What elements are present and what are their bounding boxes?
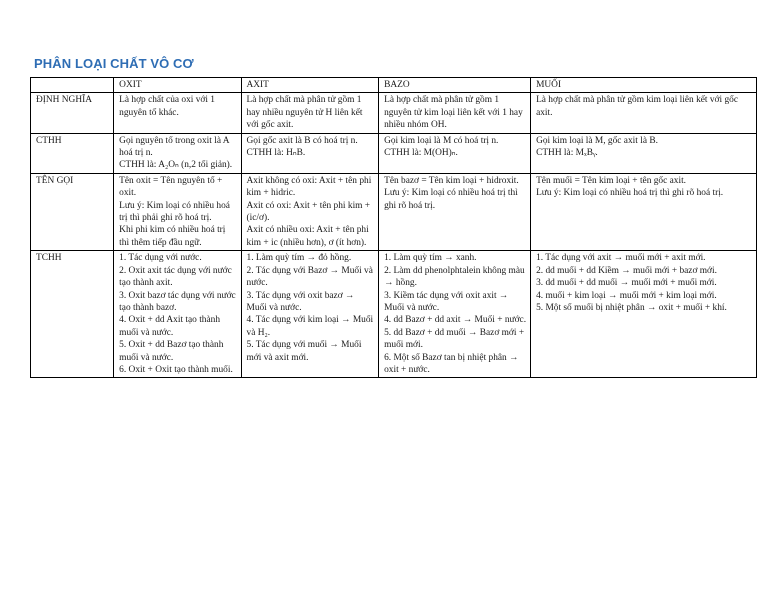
header-cell-empty (31, 78, 114, 93)
table-cell (531, 173, 757, 250)
cell-line: 3. Oxit bazơ tác dụng với nước tạo thành bazơ. (119, 290, 236, 313)
table-row (31, 133, 757, 173)
cell-line: Lưu ý: Kim loại có nhiều hoá trị thì ghi rõ hoá trị. (536, 188, 724, 199)
cell-line: Là hợp chất của oxi với 1 nguyên tố khác. (119, 95, 215, 118)
header-cell-bazo: BAZO (379, 78, 531, 93)
cell-line: Axit có nhiều oxi: Axit + tên phi kim + ic (nhiều hơn), ơ (ít hơn). (246, 225, 369, 248)
cell-line: 2. dd muối + dd Kiềm → muối mới + bazơ mới. (536, 265, 717, 276)
cell-line: 2. Oxit axit tác dụng với nước tạo thành axit. (119, 265, 232, 289)
cell-line: Tên bazơ = Tên kim loại + hidroxit. (384, 175, 519, 186)
cell-line: 3. Tác dụng với oxit bazơ → Muối và nước. (246, 290, 355, 313)
cell-line: 3. Kiềm tác dụng với oxit axit → Muối và nước. (384, 290, 509, 313)
cell-line: 1. Làm quỳ tím → xanh. (384, 253, 477, 264)
table-row (31, 173, 757, 250)
header-cell-muoi: MUỐI (531, 78, 757, 93)
table-cell (531, 133, 757, 173)
cell-line: 1. Tác dụng với nước. (119, 253, 202, 264)
table-cell (531, 251, 757, 378)
cell-line: CTHH là: M(OH)ₙ. (384, 148, 458, 159)
cell-line: 1. Tác dụng với axit → muối mới + axit mới. (536, 253, 706, 264)
table-cell (114, 173, 241, 250)
table-cell (241, 173, 379, 250)
classification-table (30, 77, 757, 378)
cell-line: 6. Oxit + Oxit tạo thành muối. (119, 364, 233, 375)
cell-line: 4. muối + kim loại → muối mới + kim loại mới. (536, 290, 717, 301)
cell-line: Khi phi kim có nhiều hoá trị thì thêm tiếp đầu ngữ. (119, 225, 226, 248)
table-cell (241, 133, 379, 173)
cell-line: 5. Tác dụng với muối → Muối mới và axit mới. (246, 340, 362, 363)
header-cell-axit: AXIT (241, 78, 379, 93)
cell-line: 5. dd Bazơ + dd muối → Bazơ mới + muối mới. (384, 327, 525, 351)
table-cell (114, 133, 241, 173)
table-row (31, 251, 757, 378)
cell-line: Lưu ý: Kim loại có nhiều hoá trị thì ghi rõ hoá trị. (384, 188, 518, 211)
cell-line: Gọi kim loại là M có hoá trị n. (384, 135, 499, 146)
table-cell (114, 251, 241, 378)
table-cell (379, 251, 531, 378)
header-cell-oxit: OXIT (114, 78, 241, 93)
cell-line: Lưu ý: Kim loại có nhiều hoá trị thì phải ghi rõ hoá trị. (119, 200, 230, 224)
cell-line: CTHH là: A₂Oₙ (n,2 tối giản). (119, 160, 233, 171)
cell-line: Là hợp chất mà phân tử gồm 1 hay nhiều nguyên tử H liên kết với gốc axit. (246, 95, 363, 131)
cell-line: 3. dd muối + dd muối → muối mới + muối mới. (536, 278, 717, 289)
row-label: TCHH (31, 251, 114, 378)
cell-line: Gọi nguyên tố trong oxit là A hoá trị n. (119, 135, 230, 159)
row-label: CTHH (31, 133, 114, 173)
cell-line: Gọi kim loại là M, gốc axit là B. (536, 135, 658, 146)
cell-line: Tên muối = Tên kim loại + tên gốc axit. (536, 175, 687, 186)
table-cell (241, 251, 379, 378)
table-row (31, 93, 757, 133)
cell-line: Là hợp chất mà phân tử gồm kim loại liên kết với gốc axit. (536, 95, 738, 118)
table-cell (379, 133, 531, 173)
cell-line: 4. dd Bazơ + dd axit → Muối + nước. (384, 315, 527, 326)
cell-line: 5. Oxit + dd Bazơ tạo thành muối và nước. (119, 340, 224, 363)
cell-line: Axit không có oxi: Axit + tên phi kim + hidric. (246, 175, 372, 199)
cell-line: 6. Một số Bazơ tan bị nhiệt phân → oxit + nước. (384, 352, 519, 375)
cell-line: 2. Làm dd phenolphtalein không màu → hồng. (384, 265, 525, 289)
page-title: PHÂN LOẠI CHẤT VÔ CƠ (34, 56, 194, 71)
cell-line: Axit có oxi: Axit + tên phi kim + (ic/ơ). (246, 200, 371, 224)
cell-line: Là hợp chất mà phân tử gồm 1 nguyên tử kim loại liên kết với 1 hay nhiều nhóm OH. (384, 95, 523, 131)
cell-line: Tên oxit = Tên nguyên tố + oxit. (119, 175, 223, 199)
cell-line: 1. Làm quỳ tím → đỏ hồng. (246, 253, 352, 264)
cell-line: 2. Tác dụng với Bazơ → Muối và nước. (246, 265, 373, 289)
cell-line: 4. Oxit + dd Axit tạo thành muối và nước. (119, 315, 221, 338)
table-cell (241, 93, 379, 133)
table-cell (379, 93, 531, 133)
table-cell (114, 93, 241, 133)
table-cell (379, 173, 531, 250)
table-header-row (31, 78, 757, 93)
row-label: ĐỊNH NGHĨA (31, 93, 114, 133)
cell-line: 4. Tác dụng với kim loại → Muối và H₂. (246, 315, 374, 338)
cell-line: 5. Một số muối bị nhiệt phân → oxit + muối + khí. (536, 302, 727, 313)
cell-line: CTHH là: MₓBᵧ. (536, 148, 598, 159)
cell-line: CTHH là: HₙB. (246, 148, 306, 159)
table-cell (531, 93, 757, 133)
cell-line: Gọi gốc axit là B có hoá trị n. (246, 135, 358, 146)
row-label: TÊN GỌI (31, 173, 114, 250)
